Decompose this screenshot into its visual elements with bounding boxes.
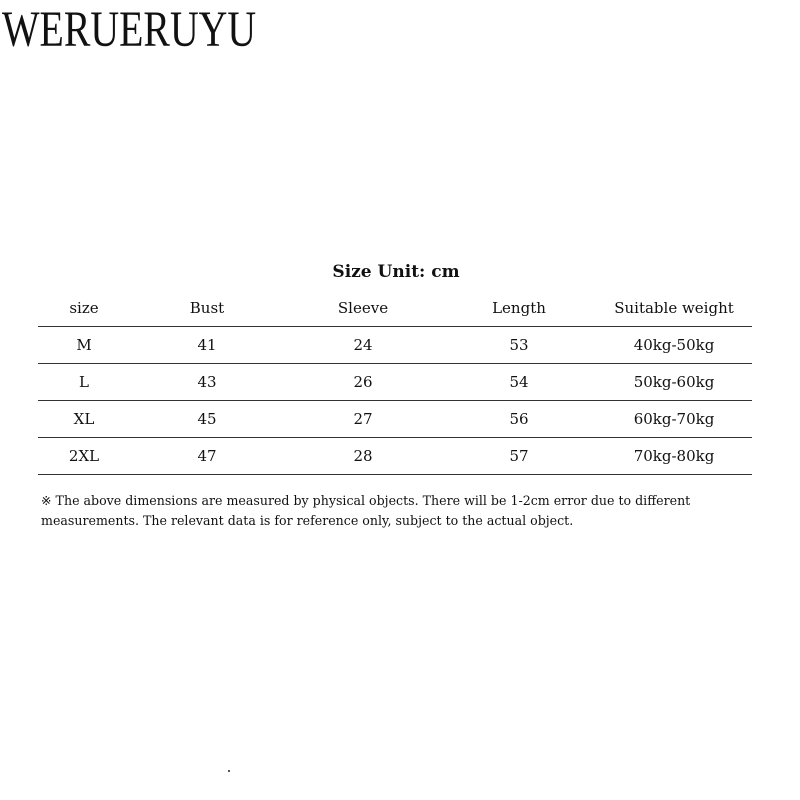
cell-length: 57: [442, 438, 596, 475]
cell-sleeve: 24: [284, 327, 442, 364]
size-table: [38, 290, 752, 475]
note-line-2: measurements. The relevant data is for reference only, subject to the actual object.: [41, 513, 574, 528]
column-header-size: size: [38, 290, 130, 327]
cell-length: 53: [442, 327, 596, 364]
table-header-row: [38, 290, 752, 327]
cell-weight: 40kg-50kg: [596, 327, 752, 364]
cell-bust: 43: [130, 364, 284, 401]
column-header-weight: Suitable weight: [596, 290, 752, 327]
cell-weight: 60kg-70kg: [596, 401, 752, 438]
column-header-length: Length: [442, 290, 596, 327]
cell-size: XL: [38, 401, 130, 438]
page-title: Size Unit: cm: [332, 262, 460, 282]
cell-sleeve: 26: [284, 364, 442, 401]
measurement-note: [41, 491, 761, 531]
table-row: [38, 438, 752, 475]
cell-size: 2XL: [38, 438, 130, 475]
cell-bust: 45: [130, 401, 284, 438]
cell-weight: 50kg-60kg: [596, 364, 752, 401]
column-header-bust: Bust: [130, 290, 284, 327]
table-row: [38, 401, 752, 438]
cell-bust: 47: [130, 438, 284, 475]
cell-bust: 41: [130, 327, 284, 364]
cell-weight: 70kg-80kg: [596, 438, 752, 475]
column-header-sleeve: Sleeve: [284, 290, 442, 327]
cell-sleeve: 28: [284, 438, 442, 475]
cell-length: 54: [442, 364, 596, 401]
cell-length: 56: [442, 401, 596, 438]
table-row: [38, 327, 752, 364]
cell-size: L: [38, 364, 130, 401]
decorative-dot: [228, 770, 230, 772]
cell-sleeve: 27: [284, 401, 442, 438]
table-row: [38, 364, 752, 401]
cell-size: M: [38, 327, 130, 364]
brand-logo: WERUERUYU: [2, 2, 257, 58]
note-line-1: ※ The above dimensions are measured by physical objects. There will be 1-2cm error due to different: [41, 493, 691, 508]
